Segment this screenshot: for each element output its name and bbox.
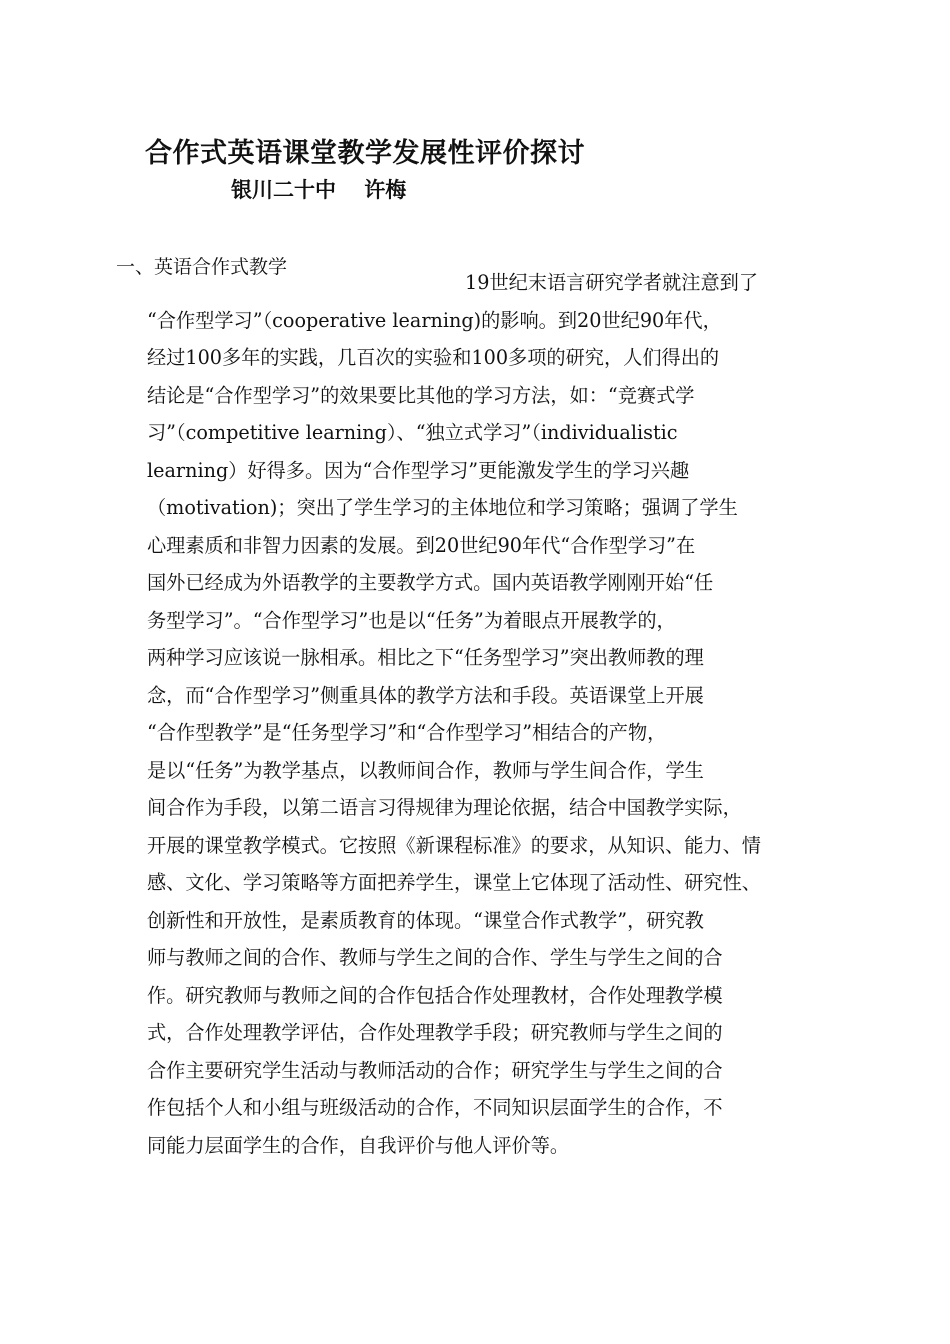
paragraph-line: 作包括个人和小组与班级活动的合作，不同知识层面学生的合作，不 [147, 1096, 723, 1119]
document-title: 合作式英语课堂教学发展性评价探讨 [145, 138, 585, 169]
paragraph-line: 间合作为手段，以第二语言习得规律为理论依据，结合中国教学实际， [147, 796, 742, 819]
paragraph-line: learning）好得多。因为“合作型学习”更能激发学生的学习兴趣 [147, 458, 690, 482]
paragraph-line: 心理素质和非智力因素的发展。到20世纪90年代“合作型学习”在 [147, 533, 696, 557]
paragraph-line: 式，合作处理教学评估，合作处理教学手段；研究教师与学生之间的 [147, 1021, 723, 1044]
paragraph-line: 务型学习”。“合作型学习”也是以“任务”为着眼点开展教学的， [147, 608, 676, 632]
paragraph-line: 师与教师之间的合作、教师与学生之间的合作、学生与学生之间的合 [147, 946, 723, 969]
body-paragraph [147, 264, 827, 1164]
paragraph-line: 结论是“合作型学习”的效果要比其他的学习方法，如：“竞赛式学 [147, 383, 695, 407]
paragraph-line: （motivation)；突出了学生学习的主体地位和学习策略；强调了学生 [147, 496, 738, 519]
paragraph-line: 两种学习应该说一脉相承。相比之下“任务型学习”突出教师教的理 [147, 646, 704, 669]
paragraph-line: 国外已经成为外语教学的主要教学方式。国内英语教学刚刚开始“任 [147, 571, 714, 594]
paragraph-line: 创新性和开放性，是素质教育的体现。“课堂合作式教学”，研究教 [147, 908, 704, 932]
paragraph-line: “合作型学习”（cooperative learning)的影响。到20世纪90年代， [147, 308, 722, 332]
paragraph-line: 是以“任务”为教学基点，以教师间合作，教师与学生间合作，学生 [147, 758, 704, 782]
paragraph-line: 19世纪末语言研究学者就注意到了 [465, 271, 759, 294]
paragraph-line: 念，而“合作型学习”侧重具体的教学方法和手段。英语课堂上开展 [147, 683, 704, 707]
paragraph-line: 同能力层面学生的合作，自我评价与他人评价等。 [147, 1133, 570, 1157]
paragraph-line: 习”（competitive learning）、“独立式学习”（individualistic [147, 421, 678, 444]
paragraph-line: 作。研究教师与教师之间的合作包括合作处理教材，合作处理教学模 [147, 983, 723, 1007]
paragraph-line: 开展的课堂教学模式。它按照《新课程标准》的要求，从知识、能力、情 [147, 833, 761, 857]
section-heading: 一、英语合作式教学 [116, 256, 288, 278]
paragraph-line: 感、文化、学习策略等方面把养学生，课堂上它体现了活动性、研究性、 [147, 871, 761, 894]
paragraph-line: 经过100多年的实践，几百次的实验和100多项的研究，人们得出的 [147, 346, 720, 369]
document-author: 银川二十中 许梅 [231, 177, 407, 202]
paragraph-line: 合作主要研究学生活动与教师活动的合作；研究学生与学生之间的合 [147, 1058, 723, 1082]
paragraph-line: “合作型教学”是“任务型学习”和“合作型学习”相结合的产物， [147, 721, 667, 744]
